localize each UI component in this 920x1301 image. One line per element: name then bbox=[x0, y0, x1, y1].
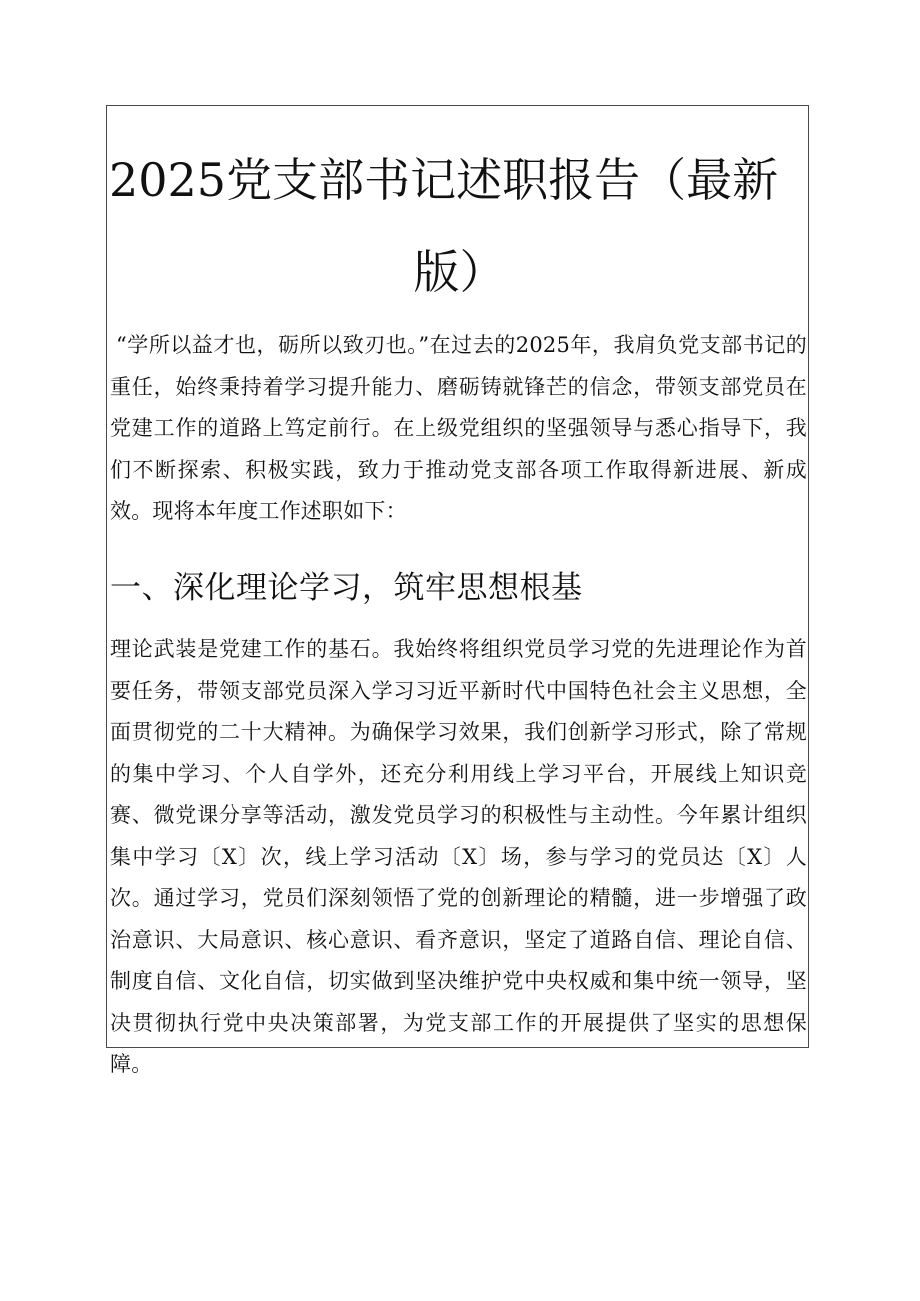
section-heading-1: 一、深化理论学习，筑牢思想根基 bbox=[110, 570, 583, 606]
intro-paragraph: “学所以益才也，砺所以致刃也。”在过去的2025年，我肩负党支部书记的重任，始终秉持着学习提升能力、磨砺铸就锋芒的信念，带领支部党员在党建工作的道路上笃定前行。在上级党组织的坚强领导与悉心指导下，我们不断探索、积极实践，致力于推动党支部各项工作取得新进展、新成效。现将本年度工作述职如下： bbox=[110, 333, 807, 523]
title-line-1: 2025党支部书记述职报告（最新 bbox=[109, 153, 779, 207]
section-1-body: 理论武装是党建工作的基石。我始终将组织党员学习党的先进理论作为首要任务，带领支部党员深入学习习近平新时代中国特色社会主义思想，全面贯彻党的二十大精神。为确保学习效果，我们创新学习形式，除了常规的集中学习、个人自学外，还充分利用线上学习平台，开展线上知识竞赛、微党课分享等活动，激发党员学习的积极性与主动性。今年累计组织集中学习〔X〕次，线上学习活动〔X〕场，参与学习的党员达〔X〕人次。通过学习，党员们深刻领悟了党的创新理论的精髓，进一步增强了政治意识、大局意识、核心意识、看齐意识，坚定了道路自信、理论自信、制度自信、文化自信，切实做到坚决维护党中央权威和集中统一领导，坚决贯彻执行党中央决策部署，为党支部工作的开展提供了坚实的思想保障。 bbox=[110, 637, 807, 1076]
document-title bbox=[107, 134, 810, 318]
document-page bbox=[106, 105, 809, 1076]
title-line-2: 版） bbox=[413, 245, 506, 299]
